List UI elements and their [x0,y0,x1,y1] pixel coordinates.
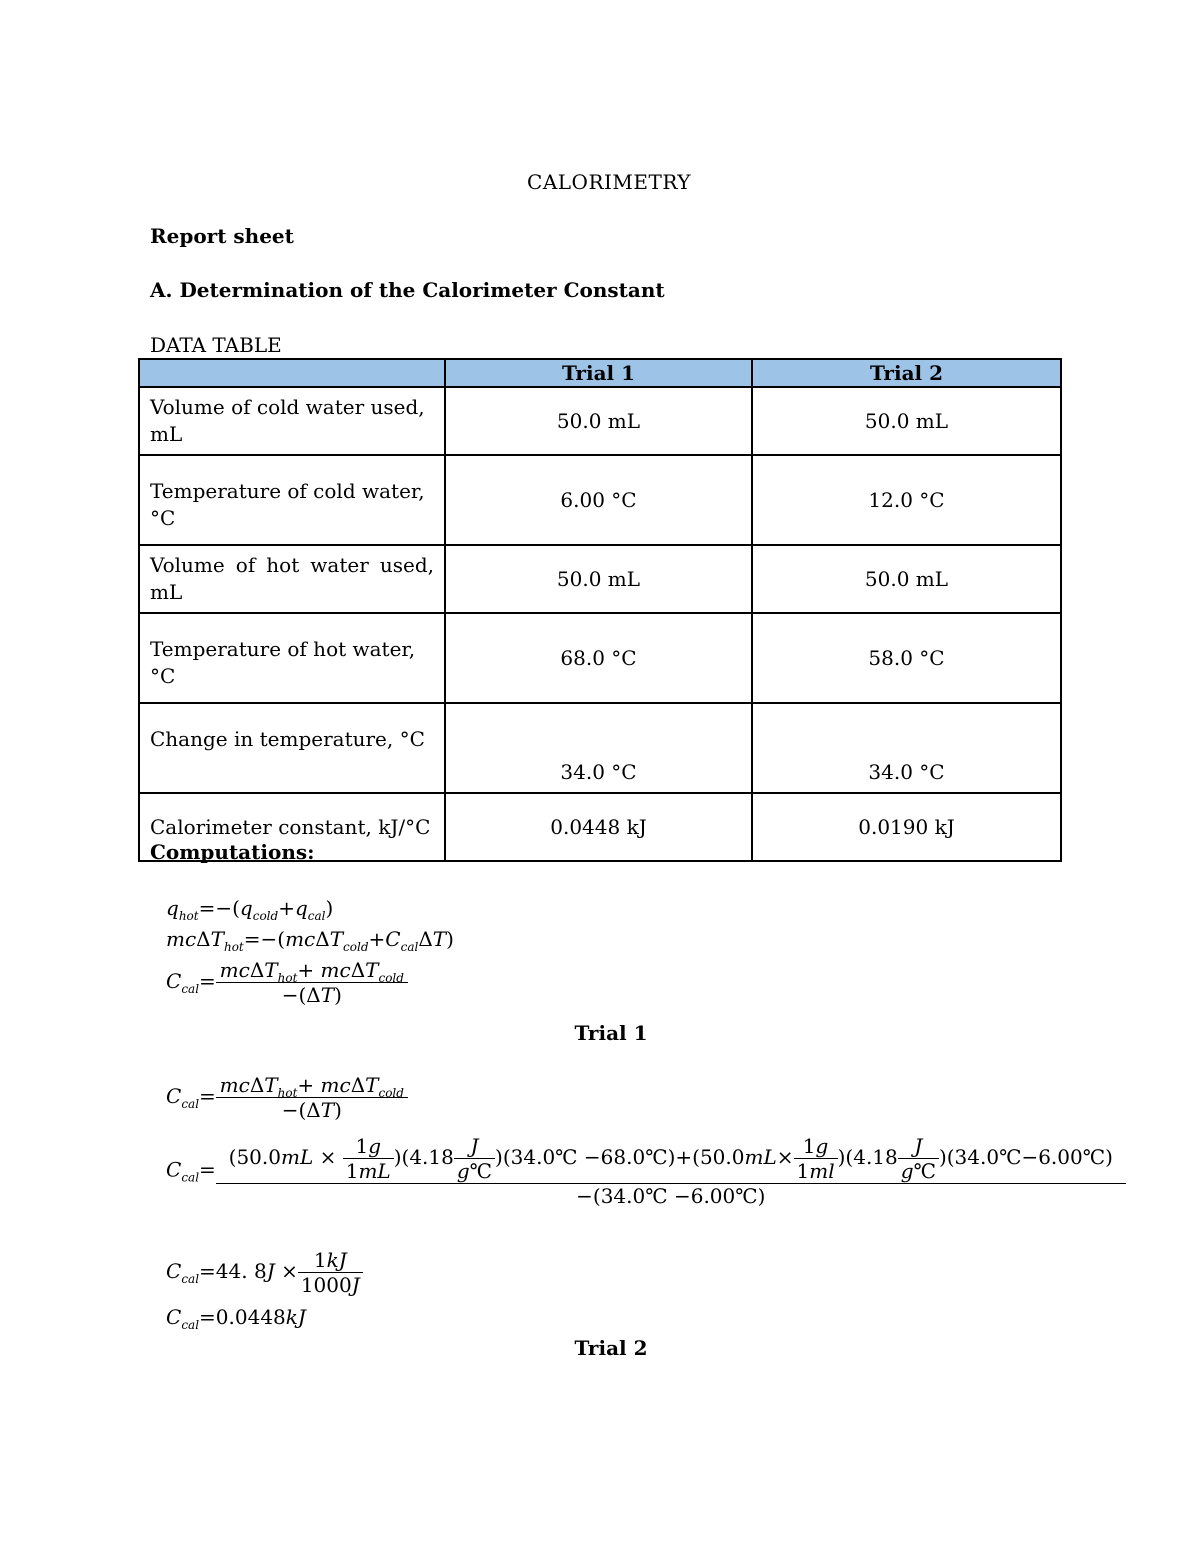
trial-1-value: 34.0 °C [445,703,752,793]
page-title: CALORIMETRY [527,170,691,194]
trial-1-heading: Trial 1 [574,1021,648,1045]
section-a-heading: A. Determination of the Calorimeter Constant [150,278,665,302]
table-row [139,387,1061,455]
trial-2-heading: Trial 2 [574,1336,648,1360]
trial-2-value: 50.0 mL [752,387,1061,455]
trial-1-value: 0.0448 kJ [445,793,752,861]
row-label: Volume of hot water used, mL [139,545,445,613]
table-row [139,613,1061,703]
table-row [139,545,1061,613]
trial-1-value: 6.00 °C [445,455,752,545]
equation-ccal-general: $C_{cal}=$ $\frac{mc\Delta T_{hot}+ mc\Delta T_{cold}}{-(\Delta T)}$ [166,960,408,1005]
table-row [139,455,1061,545]
trial-2-value: 50.0 mL [752,545,1061,613]
table-header-row [139,359,1061,387]
report-sheet-heading: Report sheet [150,224,294,248]
trial-2-value: 58.0 °C [752,613,1061,703]
result-joules-value: 44. 8 [215,1259,267,1283]
header-trial-1: Trial 1 [445,359,752,387]
equation-ccal-trial1: $C_{cal}=$ $\frac{mc\Delta T_{hot}+ mc\Delta T_{cold}}{-(\Delta T)}$ [166,1075,408,1120]
equation-expanded: $mc\Delta T_{hot}=-(mc\Delta T_{cold}+C_{cal}\Delta T)$ [166,927,454,954]
row-label: Temperature of cold water, °C [139,455,445,545]
trial-1-value: 68.0 °C [445,613,752,703]
trial-1-value: 50.0 mL [445,387,752,455]
trial-2-value: 12.0 °C [752,455,1061,545]
table-row [139,703,1061,793]
data-table [138,358,1062,862]
row-label: Volume of cold water used, mL [139,387,445,455]
header-blank [139,359,445,387]
trial-1-value: 50.0 mL [445,545,752,613]
computations-heading: Computations: [150,840,315,864]
equation-substitution-trial1: $C_{cal}=$ (50.0mL × $\frac{1g}{1mL}$ )(4.18 $\frac{J}{g℃}$ )(34.0℃ −68.0℃)+(50.0mL× $\frac{1g}{1ml}$ )(4.18 $\frac{J}{g℃}$ )(34.0℃−6.00℃) −(34.0℃ −6.00℃) [166,1136,1126,1206]
equation-heat-balance: $q_{hot}=-(q_{cold}+q_{cal})$ [166,896,334,923]
trial-2-value: 0.0190 kJ [752,793,1061,861]
row-label: Calorimeter constant, kJ/°C [139,793,445,861]
equation-result-joules: $C_{cal}=44$. 8J × $\frac{1kJ}{1000J}$ [166,1250,363,1295]
trial-2-value: 34.0 °C [752,703,1061,793]
result-kj-value: 0.0448 [215,1305,286,1329]
table-caption: DATA TABLE [150,333,282,357]
row-label: Change in temperature, °C [139,703,445,793]
header-trial-2: Trial 2 [752,359,1061,387]
equation-result-kj: $C_{cal}=0.0448kJ$ [166,1305,306,1332]
row-label: Temperature of hot water, °C [139,613,445,703]
